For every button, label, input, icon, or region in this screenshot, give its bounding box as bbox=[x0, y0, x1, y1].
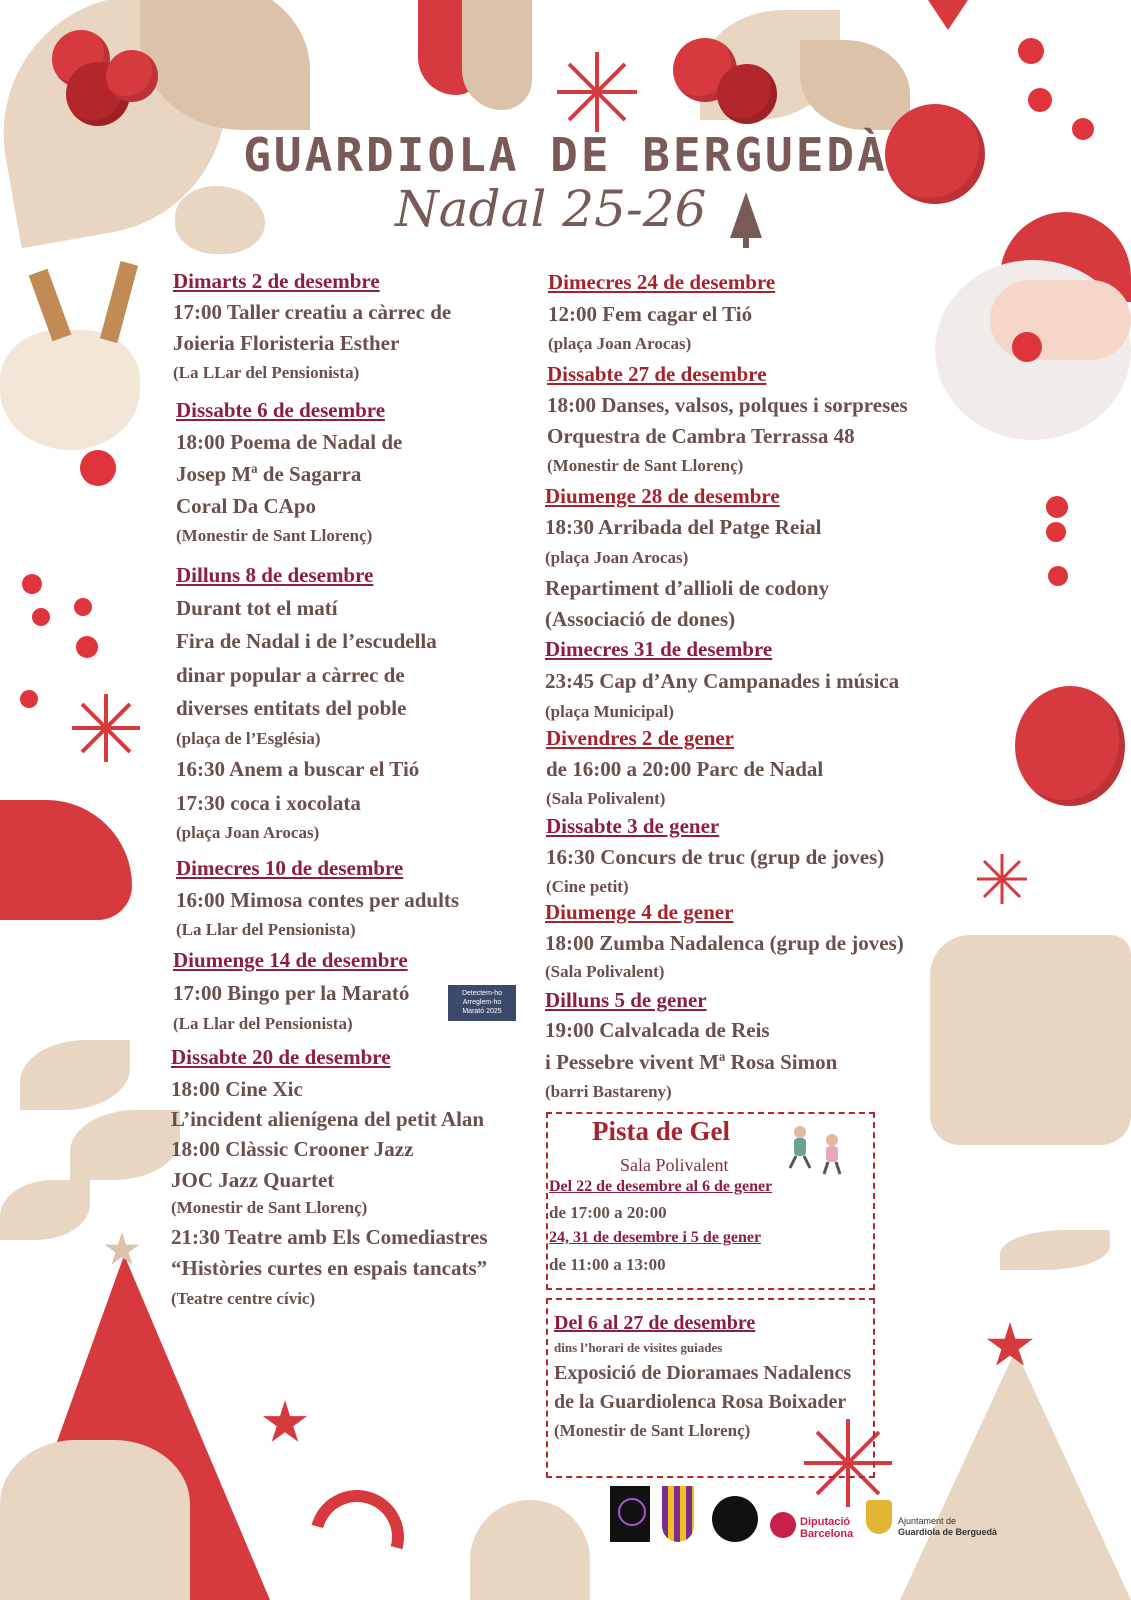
event-date: Dimarts 2 de desembre bbox=[173, 269, 380, 293]
event-date: Dilluns 8 de desembre bbox=[176, 563, 374, 587]
event-line: Durant tot el matí bbox=[176, 596, 338, 620]
antler-decoration bbox=[100, 261, 138, 343]
reindeer-decoration bbox=[0, 330, 140, 450]
ajuntament-line: Ajuntament de bbox=[898, 1516, 957, 1526]
ice-rink-period: 24, 31 de desembre i 5 de gener bbox=[549, 1229, 762, 1246]
exhibition-place: (Monestir de Sant Llorenç) bbox=[554, 1421, 751, 1440]
event-place: (barri Bastareny) bbox=[545, 1082, 672, 1101]
berry-decoration bbox=[1018, 38, 1044, 64]
page-title: GUARDIOLA DE BERGUEDÀ bbox=[243, 128, 888, 182]
event-place: (plaça Joan Arocas) bbox=[545, 548, 689, 567]
event-line: 23:45 Cap d’Any Campanades i música bbox=[545, 669, 900, 693]
event-date: Dimecres 31 de desembre bbox=[545, 637, 773, 661]
event-date: Dissabte 20 de desembre bbox=[171, 1045, 391, 1069]
event-line: Orquestra de Cambra Terrassa 48 bbox=[547, 424, 855, 448]
event-line: 17:00 Taller creatiu a càrrec de bbox=[173, 300, 452, 324]
diputacio-emblem-icon bbox=[770, 1512, 796, 1538]
leaf-decoration bbox=[0, 1180, 90, 1240]
event-place: (Sala Polivalent) bbox=[546, 789, 666, 808]
event-line: i Pessebre vivent Mª Rosa Simon bbox=[545, 1050, 838, 1074]
christmas-tree-decoration bbox=[900, 1350, 1131, 1600]
event-line: 19:00 Calvalcada de Reis bbox=[545, 1018, 770, 1042]
berry-decoration bbox=[22, 574, 42, 594]
event-line: de 16:00 a 20:00 Parc de Nadal bbox=[546, 757, 824, 781]
event-line: Repartiment d’allioli de codony bbox=[545, 576, 830, 600]
christmas-tree-icon bbox=[728, 192, 764, 248]
exhibition-line: de la Guardiolenca Rosa Boixader bbox=[554, 1391, 847, 1413]
event-line: diverses entitats del poble bbox=[176, 696, 407, 720]
event-line: 18:00 Zumba Nadalenca (grup de joves) bbox=[545, 931, 904, 955]
event-line: 16:30 Concurs de truc (grup de joves) bbox=[546, 845, 885, 869]
event-line: 18:30 Arribada del Patge Reial bbox=[545, 515, 822, 539]
event-date: Diumenge 4 de gener bbox=[545, 900, 734, 924]
event-place: (plaça Joan Arocas) bbox=[176, 823, 320, 842]
marato-badge bbox=[448, 985, 516, 1021]
event-date: Dissabte 27 de desembre bbox=[547, 362, 767, 386]
event-line: JOC Jazz Quartet bbox=[171, 1168, 335, 1192]
skaters-icon bbox=[782, 1124, 852, 1176]
event-place: (La Llar del Pensionista) bbox=[176, 920, 356, 939]
ornament-decoration bbox=[0, 800, 132, 920]
event-place: (Monestir de Sant Llorenç) bbox=[547, 456, 744, 475]
diputacio-logo bbox=[800, 1516, 853, 1540]
berry-decoration bbox=[1028, 88, 1052, 112]
ice-rink-time: de 17:00 a 20:00 bbox=[549, 1203, 667, 1222]
reindeer-nose-decoration bbox=[80, 450, 116, 486]
event-place: (La LLar del Pensionista) bbox=[173, 363, 360, 382]
event-line: Fira de Nadal i de l’escudella bbox=[176, 629, 437, 653]
ornament-decoration bbox=[470, 1500, 590, 1600]
event-line: “Històries curtes en espais tancats” bbox=[171, 1256, 488, 1280]
avg-logo bbox=[610, 1486, 650, 1542]
ice-rink-venue: Sala Polivalent bbox=[620, 1155, 729, 1175]
event-line: 18:00 Poema de Nadal de bbox=[176, 430, 403, 454]
event-line: 17:30 coca i xocolata bbox=[176, 791, 361, 815]
antler-decoration bbox=[29, 269, 72, 342]
event-date: Dilluns 5 de gener bbox=[545, 988, 707, 1012]
star-decoration bbox=[262, 1400, 308, 1446]
event-place: (Monestir de Sant Llorenç) bbox=[176, 526, 373, 545]
badge-line: Marató 2025 bbox=[462, 1008, 502, 1015]
christmas-tree-decoration bbox=[0, 1440, 190, 1600]
event-line: dinar popular a càrrec de bbox=[176, 663, 405, 687]
diputacio-line: Diputació bbox=[800, 1516, 851, 1528]
exhibition-note: dins l’horari de visites guiades bbox=[554, 1340, 723, 1355]
avg-logo-circle-icon bbox=[618, 1498, 646, 1526]
berry-decoration bbox=[1046, 522, 1066, 542]
star-decoration bbox=[928, 0, 968, 30]
event-line: Joieria Floristeria Esther bbox=[173, 331, 400, 355]
snowflake-icon bbox=[553, 48, 641, 136]
santa-nose-decoration bbox=[1012, 332, 1042, 362]
berry-decoration bbox=[1048, 566, 1068, 586]
snowflake-icon bbox=[70, 692, 142, 764]
ice-rink-time: de 11:00 a 13:00 bbox=[549, 1255, 666, 1274]
exhibition-line: Exposició de Dioramaes Nadalencs bbox=[554, 1362, 852, 1384]
ajuntament-line: Guardiola de Berguedà bbox=[898, 1527, 998, 1537]
event-line: 16:30 Anem a buscar el Tió bbox=[176, 757, 420, 781]
ornament-decoration bbox=[175, 186, 265, 254]
event-line: 18:00 Clàssic Crooner Jazz bbox=[171, 1137, 414, 1161]
leaf-decoration bbox=[1000, 1230, 1110, 1270]
event-date: Dimecres 10 de desembre bbox=[176, 856, 404, 880]
berry-decoration bbox=[76, 636, 98, 658]
event-line: 21:30 Teatre amb Els Comediastres bbox=[171, 1225, 488, 1249]
event-line: 18:00 Cine Xic bbox=[171, 1077, 303, 1101]
coat-of-arms-logo bbox=[662, 1486, 694, 1542]
event-line: Josep Mª de Sagarra bbox=[176, 462, 362, 486]
ice-rink-period: Del 22 de desembre al 6 de gener bbox=[549, 1178, 773, 1195]
event-place: (plaça Joan Arocas) bbox=[548, 334, 692, 353]
berry-decoration bbox=[74, 598, 92, 616]
event-line: 12:00 Fem cagar el Tió bbox=[548, 302, 753, 326]
event-date: Diumenge 14 de desembre bbox=[173, 948, 408, 972]
candy-cane-decoration bbox=[293, 1473, 421, 1600]
event-line: (Associació de dones) bbox=[545, 607, 736, 631]
sweater-decoration bbox=[930, 935, 1131, 1145]
event-place: (plaça de l’Església) bbox=[176, 729, 321, 748]
event-line: 18:00 Danses, valsos, polques i sorpreses bbox=[547, 393, 908, 417]
circle-logo bbox=[712, 1496, 758, 1542]
exhibition-date: Del 6 al 27 de desembre bbox=[554, 1312, 756, 1334]
event-place: (La Llar del Pensionista) bbox=[173, 1014, 353, 1033]
event-date: Dimecres 24 de desembre bbox=[548, 270, 776, 294]
event-date: Dissabte 6 de desembre bbox=[176, 398, 386, 422]
berry-decoration bbox=[20, 690, 38, 708]
badge-line: Detectem-ho bbox=[461, 990, 503, 997]
ice-rink-title: Pista de Gel bbox=[592, 1116, 730, 1146]
event-place: (Teatre centre cívic) bbox=[171, 1289, 316, 1308]
event-line: 16:00 Mimosa contes per adults bbox=[176, 888, 460, 912]
berry-decoration bbox=[717, 64, 777, 124]
ornament-decoration bbox=[1015, 686, 1125, 806]
snowflake-icon bbox=[975, 852, 1029, 906]
holly-leaf-decoration bbox=[800, 40, 910, 130]
event-line: 17:00 Bingo per la Marató bbox=[173, 981, 410, 1005]
event-line: L’incident alienígena del petit Alan bbox=[171, 1107, 485, 1131]
ajuntament-shield-icon bbox=[866, 1500, 892, 1534]
berry-decoration bbox=[1046, 496, 1068, 518]
leaf-decoration bbox=[20, 1040, 130, 1110]
event-date: Dissabte 3 de gener bbox=[546, 814, 720, 838]
diputacio-line: Barcelona bbox=[800, 1528, 854, 1540]
berry-decoration bbox=[32, 608, 50, 626]
badge-line: Arreglem-ho bbox=[462, 999, 502, 1006]
leaf-decoration bbox=[70, 1110, 180, 1180]
stocking-decoration bbox=[462, 0, 532, 110]
event-place: (plaça Municipal) bbox=[545, 702, 674, 721]
event-place: (Monestir de Sant Llorenç) bbox=[171, 1198, 368, 1217]
event-place: (Cine petit) bbox=[546, 877, 629, 896]
berry-decoration bbox=[106, 50, 158, 102]
event-date: Divendres 2 de gener bbox=[546, 726, 735, 750]
event-place: (Sala Polivalent) bbox=[545, 962, 665, 981]
ajuntament-logo bbox=[898, 1516, 997, 1538]
page-subtitle: Nadal 25-26 bbox=[395, 180, 707, 238]
event-date: Diumenge 28 de desembre bbox=[545, 484, 780, 508]
event-line: Coral Da CApo bbox=[176, 494, 316, 518]
